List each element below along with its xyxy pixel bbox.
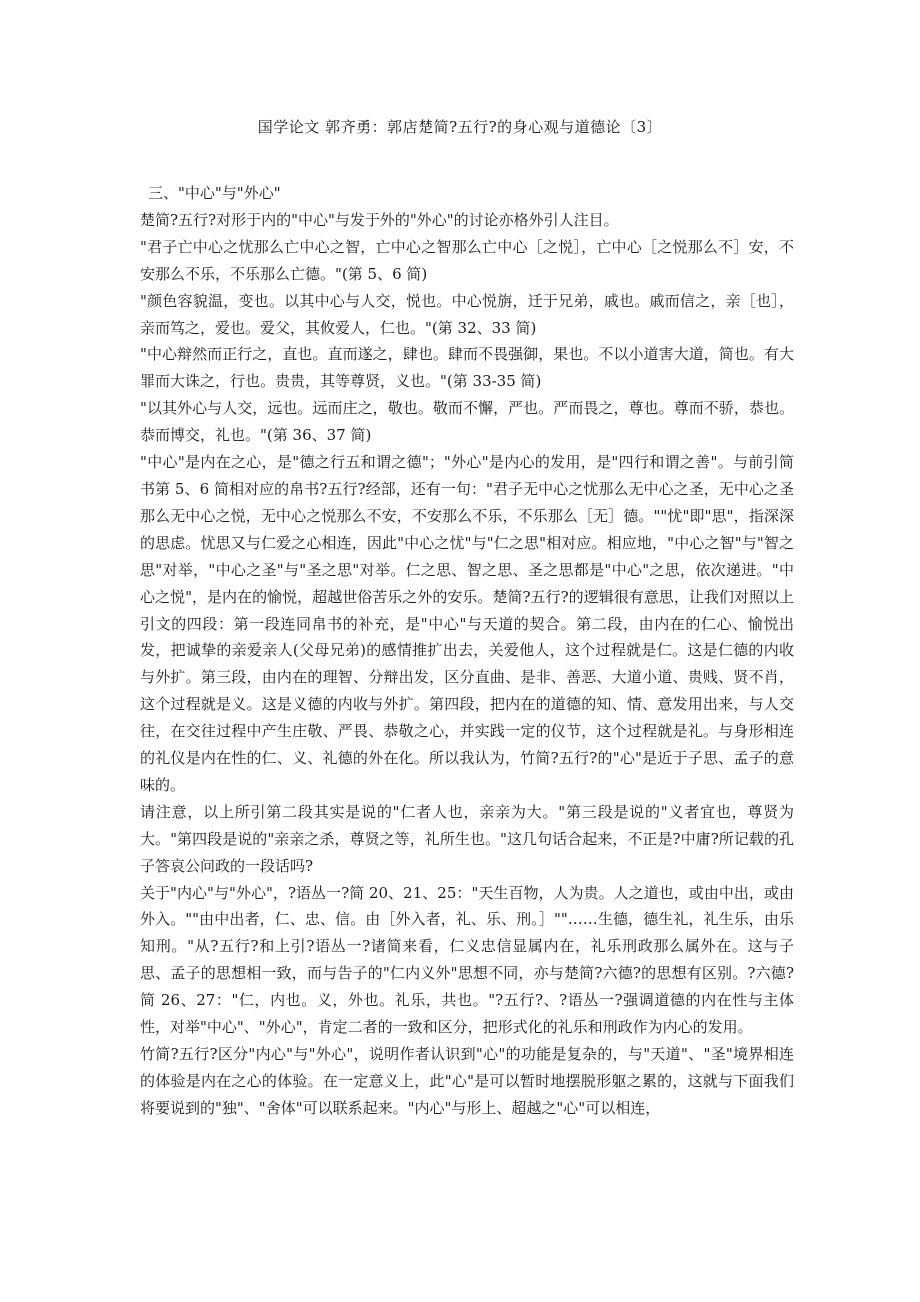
section-heading: 三、"中心"与"外心" [148,184,281,202]
paragraph-yucong: 关于"内心"与"外心"，?语丛一?简 20、21、25："天生百物，人为贵。人之道也，或由中出，或由外入。""由中出者，仁、忠、信。由［外入者，礼、乐、刑。］""……生德，德生礼，礼生乐，由乐知刑。"从?五行?和上引?语丛一?诸简来看，仁义忠信显属内在，礼乐刑政那么属外在。这与子思、孟子的思想相一致，而与告子的"仁内义外"思想不同，亦与楚简?六德?的思想有区别。?六德?简 26、27："仁，内也。义，外也。礼乐，共也。"?五行?、?语丛一?强调道德的内在性与主体性，对举"中心"、"外心"，肯定二者的一致和区分，把形式化的礼乐和刑政作为内心的发用。 [140,883,794,1037]
document-title: 国学论文 郭齐勇：郭店楚简?五行?的身心观与道德论〔3〕 [257,118,663,136]
paragraph-conclusion: 竹简?五行?区分"内心"与"外心"，说明作者认识到"心"的功能是复杂的，与"天道"、"圣"境界相连的体验是内在之心的体验。在一定意义上，此"心"是可以暂时地摆脱形躯之累的，这就与下面我们将要说到的"独"、"舍体"可以联系起来。"内心"与形上、超越之"心"可以相连， [140,1045,794,1117]
quote-bamboo-36-37: "以其外心与人交，远也。远而庄之，敬也。敬而不懈，严也。严而畏之，尊也。尊而不骄，恭也。恭而博交，礼也。"(第 36、37 简) [140,399,794,445]
quote-bamboo-33-35: "中心辩然而正行之，直也。直而遂之，肆也。肆而不畏强御，果也。不以小道害大道，简也。有大罪而大诛之，行也。贵贵，其等尊贤，义也。"(第 33-35 简) [140,345,794,391]
paragraph-analysis: "中心"是内在之心，是"德之行五和谓之德"；"外心"是内心的发用，是"四行和谓之善"。与前引简书第 5、6 简相对应的帛书?五行?经部，还有一句："君子无中心之忧那么无中心之圣，无中心之圣那么无中心之悦，无中心之悦那么不安，不安那么不乐，不乐那么［无］德。""忧"即"思"，指深深的思虑。忧思又与仁爱之心相连，因此"中心之忧"与"仁之思"相对应。相应地，"中心之智"与"智之思"对举，"中心之圣"与"圣之思"对举。仁之思、智之思、圣之思都是"中心"之思，依次递进。"中心之悦"，是内在的愉悦，超越世俗苦乐之外的安乐。楚简?五行?的逻辑很有意思，让我们对照以上引文的四段：第一段连同帛书的补充，是"中心"与天道的契合。第二段，由内在的仁心、愉悦出发，把诚挚的亲爱亲人(父母兄弟)的感情推扩出去，关爱他人，这个过程就是仁。这是仁德的内收与外扩。第三段，由内在的理智、分辩出发，区分直曲、是非、善恶、大道小道、贵贱、贤不肖，这个过程就是义。这是义德的内收与外扩。第四段，把内在的道德的知、情、意发用出来，与人交往，在交往过程中产生庄敬、严畏、恭敬之心，并实践一定的仪节，这个过程就是礼。与身形相连的礼仪是内在性的仁、义、礼德的外在化。所以我认为，竹简?五行?的"心"是近于子思、孟子的意味的。 [140,453,794,794]
document-body [140,180,794,1122]
paragraph-intro: 楚简?五行?对形于内的"中心"与发于外的"外心"的讨论亦格外引人注目。 [140,210,619,229]
quote-bamboo-5-6: "君子亡中心之忧那么亡中心之智，亡中心之智那么亡中心［之悦］，亡中心［之悦那么不］安，不安那么不乐，不乐那么亡德。"(第 5、6 简) [140,237,794,283]
quote-bamboo-32-33: "颜色容貌温，变也。以其中心与人交，悦也。中心悦旃，迁于兄弟，戚也。戚而信之，亲［也］，亲而笃之，爱也。爱父，其攸爱人，仁也。"(第 32、33 简) [140,291,794,337]
paragraph-zhongyong: 请注意，以上所引第二段其实是说的"仁者人也，亲亲为大。"第三段是说的"义者宜也，尊贤为大。"第四段是说的"亲亲之杀，尊贤之等，礼所生也。"这几句话合起来，不正是?中庸?所记载的孔子答哀公问政的一段话吗? [140,802,794,875]
